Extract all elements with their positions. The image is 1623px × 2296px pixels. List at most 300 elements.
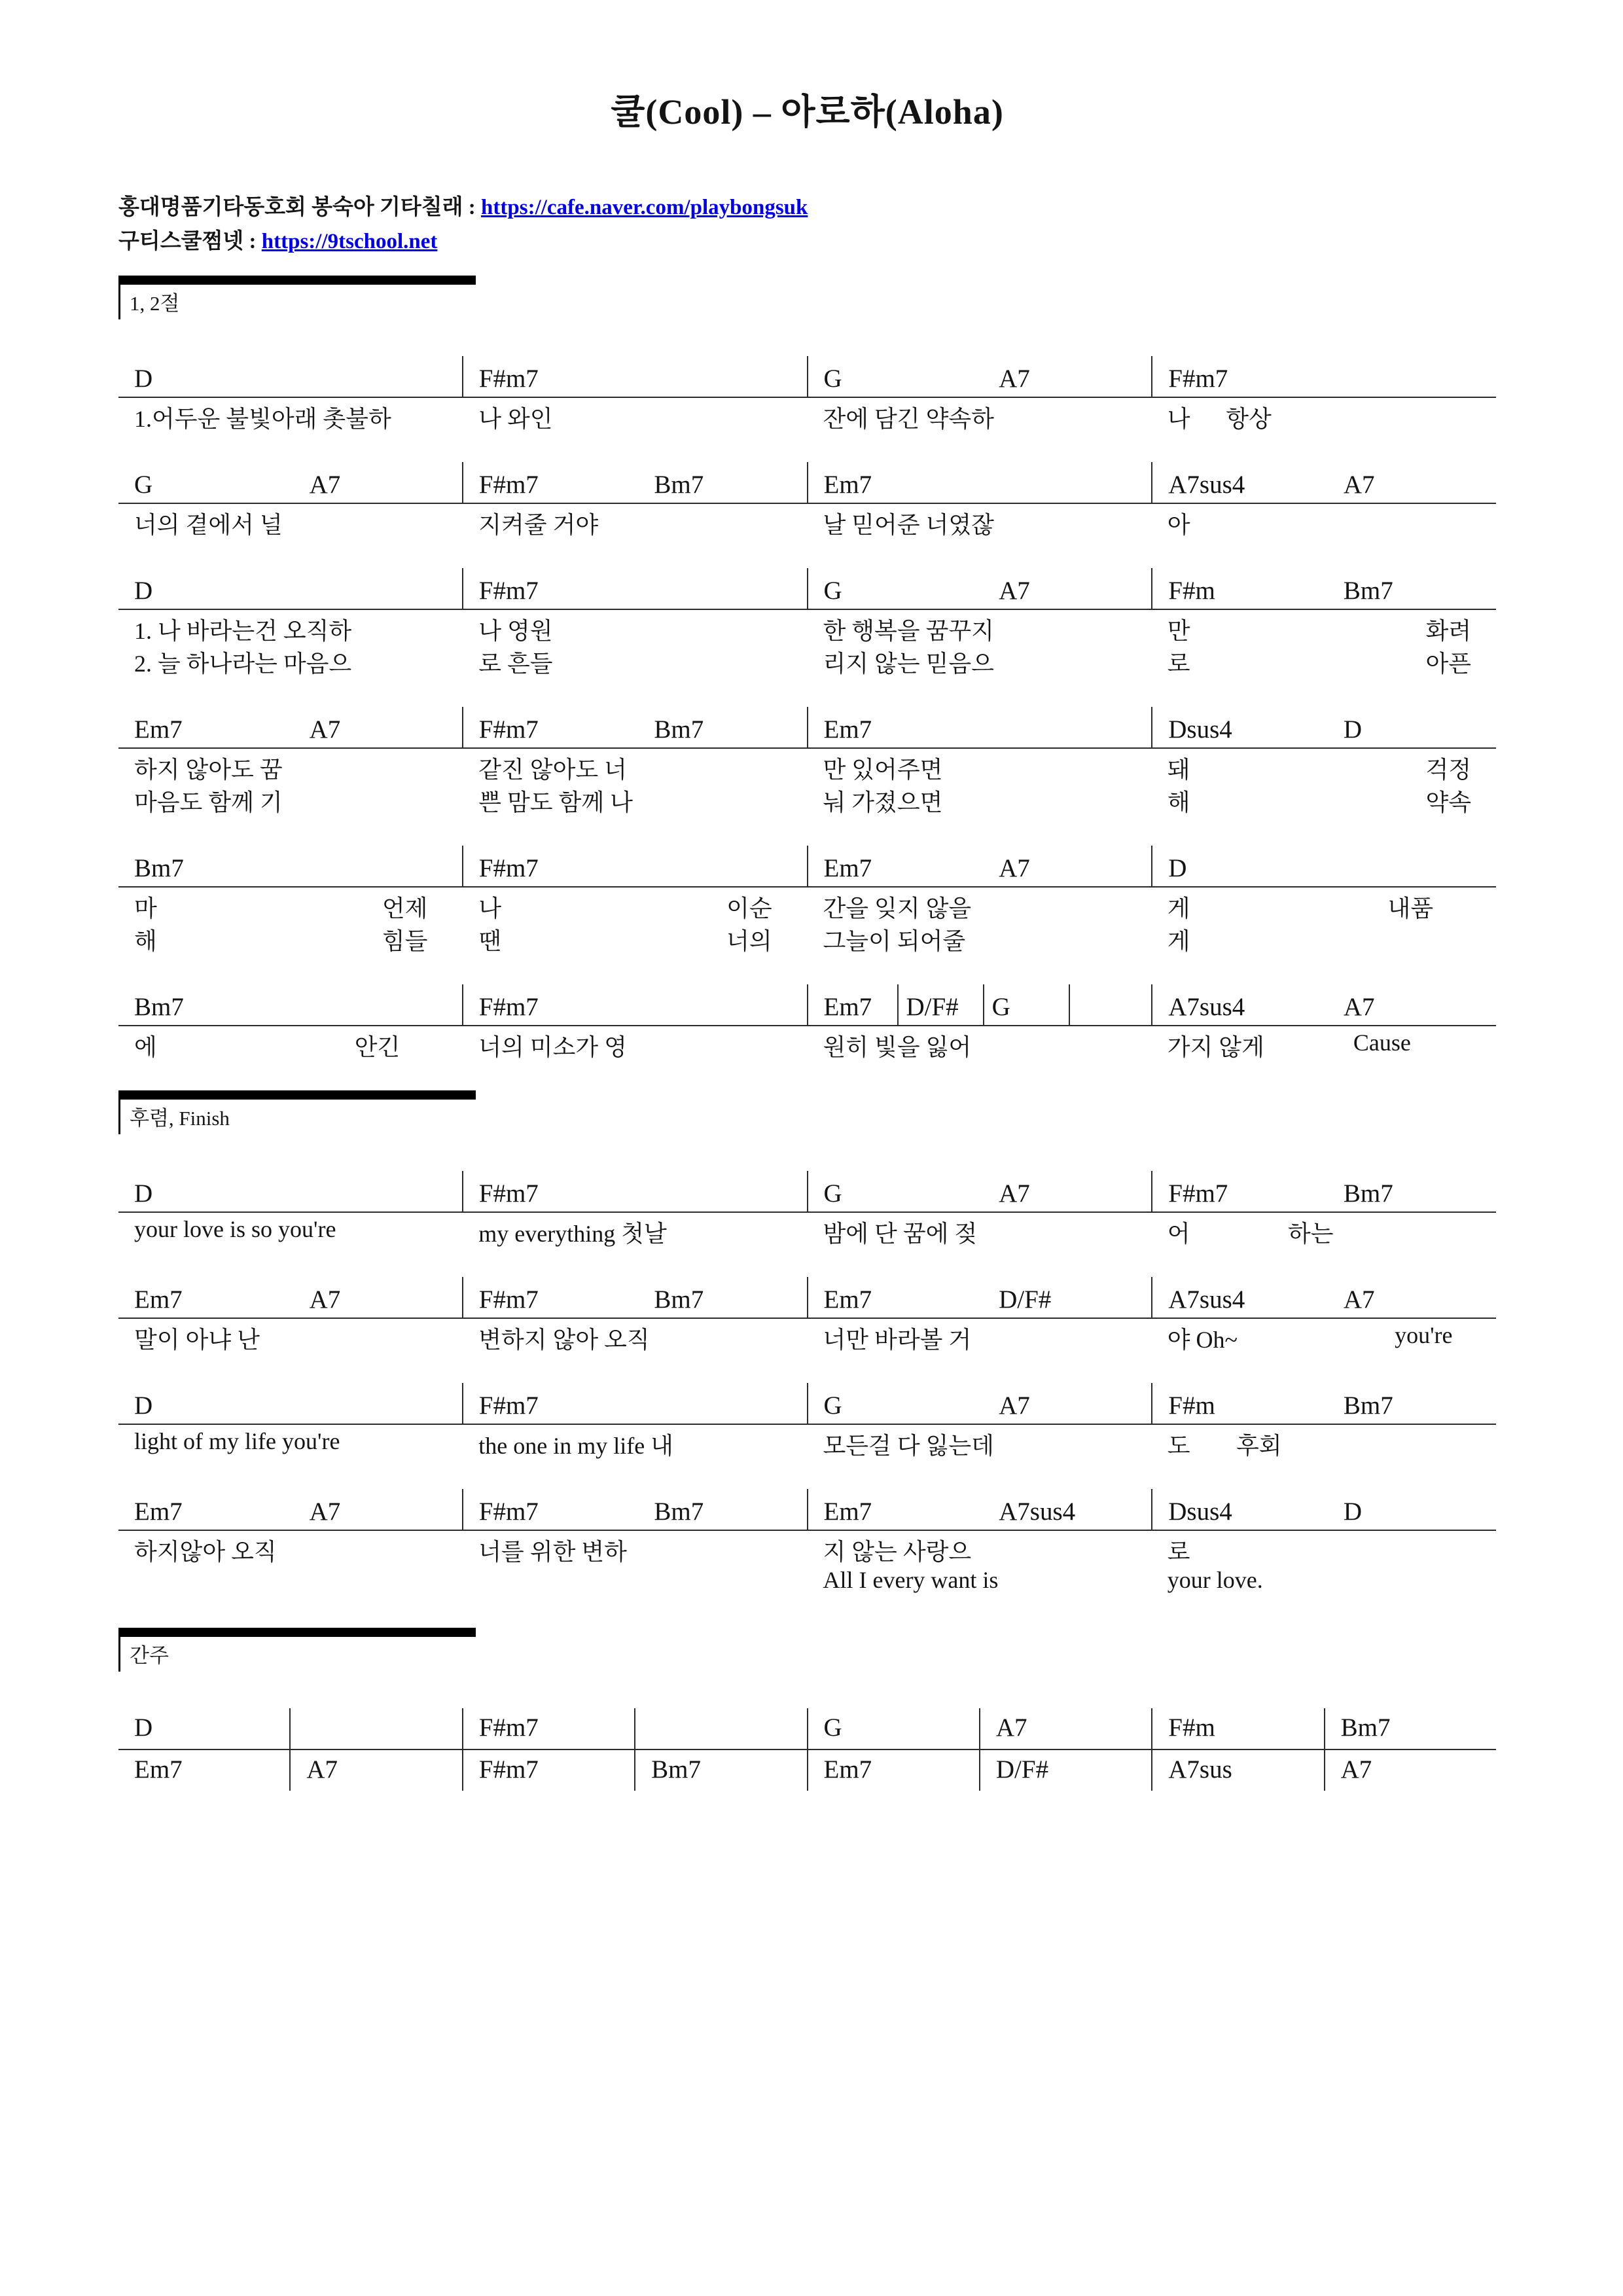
measure-lyrics — [1152, 610, 1496, 675]
interlude-cell — [807, 1750, 979, 1791]
chord: Bm7 — [654, 1285, 704, 1314]
chord: Em7 — [134, 715, 183, 744]
chord: A7 — [995, 1713, 1027, 1742]
chord: D/F# — [995, 1755, 1049, 1784]
lyric-text: 나 — [478, 895, 502, 922]
chord: F#m7 — [478, 1285, 539, 1314]
chord: D — [134, 1391, 153, 1420]
chord-line — [118, 1383, 1496, 1425]
lyric-area — [118, 1319, 1496, 1352]
chord: F#m — [1168, 577, 1215, 605]
measure-lyrics — [1152, 1531, 1496, 1596]
interlude-cell — [118, 1708, 289, 1749]
chord: A7 — [309, 471, 341, 499]
measure-lyrics — [808, 610, 1152, 675]
lyric-line — [808, 888, 1152, 920]
section — [118, 1090, 1496, 1596]
section — [118, 276, 1496, 1059]
measure-lyrics — [1152, 504, 1496, 537]
lyric-text: 나 와인 — [478, 406, 553, 432]
lyric-text: 잔에 담긴 약속하 — [823, 406, 994, 432]
lyric-line — [118, 1213, 463, 1246]
chord: D — [134, 577, 153, 605]
lyric-line — [463, 643, 807, 675]
lyric-text: 변하지 않아 오직 — [478, 1327, 650, 1353]
lyric-text: 모든걸 다 잃는데 — [823, 1433, 994, 1459]
measure-chords — [118, 1489, 462, 1530]
interlude-cell — [807, 1708, 979, 1749]
chord: A7 — [309, 1498, 341, 1526]
lyric-area — [118, 1026, 1496, 1059]
chord-line — [118, 1171, 1496, 1213]
lyric-text: 이순 — [726, 895, 772, 922]
lyric-text: 그늘이 되어줄 — [823, 928, 966, 954]
measure-lyrics — [808, 1319, 1152, 1352]
chord: Bm7 — [1340, 1713, 1391, 1742]
measure-chords — [462, 462, 807, 503]
lyric-text: 하는 — [1287, 1221, 1334, 1247]
lyric-text: 로 흔들 — [478, 651, 553, 677]
measure-chords — [807, 1277, 1152, 1318]
section-label — [118, 1090, 476, 1134]
measure-chords — [118, 984, 462, 1025]
lyric-line — [463, 888, 807, 920]
measure-lyrics — [1152, 1026, 1496, 1059]
lyric-line — [1152, 1026, 1496, 1059]
measure-lyrics — [463, 1425, 807, 1458]
chord: Dsus4 — [1168, 1498, 1232, 1526]
measure-chords — [462, 1171, 807, 1211]
chord: Em7 — [823, 1498, 872, 1526]
chord: Em7 — [823, 1285, 872, 1314]
measure-lyrics — [1152, 888, 1496, 953]
lyric-line — [808, 610, 1152, 643]
chord: A7sus4 — [1168, 993, 1245, 1021]
measure-chords — [1151, 707, 1496, 747]
lyric-text: 화려 — [1425, 618, 1471, 644]
chord: A7 — [999, 1179, 1030, 1208]
measure-chords — [1151, 356, 1496, 397]
measure-chords — [807, 984, 1152, 1025]
chord-line — [118, 1277, 1496, 1319]
chord: Em7 — [823, 1755, 872, 1784]
chord-line — [118, 568, 1496, 610]
chord: Bm7 — [1343, 1391, 1393, 1420]
header-block — [118, 190, 1496, 259]
chord: D — [134, 365, 153, 393]
measure-lyrics — [808, 749, 1152, 814]
chord: Em7 — [823, 715, 872, 744]
measure-bar — [897, 984, 899, 1025]
measure-chords — [1151, 1277, 1496, 1318]
chord-line — [118, 984, 1496, 1026]
lyric-line — [118, 920, 463, 953]
section — [118, 1628, 1496, 1791]
chord-row — [118, 984, 1496, 1059]
chord: F#m7 — [478, 993, 539, 1021]
chord: F#m7 — [478, 577, 539, 605]
lyric-text: Cause — [1353, 1030, 1411, 1056]
measure-lyrics — [118, 1425, 463, 1458]
measure-lyrics — [463, 749, 807, 814]
chord-row — [118, 568, 1496, 675]
measure-lyrics — [118, 504, 463, 537]
lyric-text: 야 Oh~ — [1167, 1327, 1238, 1353]
lyric-line — [1152, 749, 1496, 781]
chord: F#m7 — [478, 1713, 539, 1742]
lyric-line — [118, 1531, 463, 1564]
chord: F#m — [1168, 1713, 1215, 1742]
measure-lyrics — [118, 888, 463, 953]
chord: A7sus4 — [1168, 1285, 1245, 1314]
measure-chords — [118, 1277, 462, 1318]
lyric-area — [118, 398, 1496, 431]
interlude-cell — [634, 1708, 806, 1749]
lyric-text: 간을 잊지 않을 — [823, 895, 972, 922]
measure-lyrics — [463, 1319, 807, 1352]
chord-row — [118, 462, 1496, 537]
lyric-text: 너를 위한 변하 — [478, 1539, 627, 1565]
chord: D — [134, 1179, 153, 1208]
lyric-line — [808, 781, 1152, 814]
chord: F#m7 — [478, 1498, 539, 1526]
measure-lyrics — [463, 1213, 807, 1246]
lyric-text: 리지 않는 믿음으 — [823, 651, 994, 677]
measure-lyrics — [118, 1026, 463, 1059]
lyric-text: 마음도 함께 기 — [134, 789, 283, 816]
lyric-line — [808, 398, 1152, 431]
lyric-area — [118, 1531, 1496, 1596]
interlude-cell — [634, 1750, 806, 1791]
lyric-text: 하지않아 오직 — [134, 1539, 277, 1565]
measure-lyrics — [118, 1319, 463, 1352]
section-label-text: 간주 — [118, 1637, 177, 1672]
section-label — [118, 1628, 476, 1672]
measure-lyrics — [463, 398, 807, 431]
chord-row — [118, 1489, 1496, 1596]
measure-chords — [807, 462, 1152, 503]
chord: Em7 — [823, 993, 872, 1021]
chord-row — [118, 707, 1496, 814]
measure-lyrics — [808, 398, 1152, 431]
chord: G — [134, 471, 153, 499]
chord: A7 — [999, 577, 1030, 605]
interlude-cell — [1151, 1708, 1323, 1749]
lyric-line — [463, 781, 807, 814]
chord: A7 — [999, 365, 1030, 393]
lyric-line — [463, 504, 807, 537]
lyric-text: 너의 — [726, 928, 772, 954]
chord-line — [118, 356, 1496, 398]
lyric-line — [808, 643, 1152, 675]
chord: Dsus4 — [1168, 715, 1232, 744]
chord: A7 — [1343, 993, 1375, 1021]
measure-chords — [118, 1171, 462, 1211]
chord: F#m7 — [1168, 1179, 1228, 1208]
lyric-text: 해 — [134, 928, 157, 954]
chord: G — [823, 1179, 842, 1208]
measure-chords — [462, 356, 807, 397]
lyric-area — [118, 888, 1496, 953]
chord: G — [991, 993, 1010, 1021]
lyric-line — [118, 504, 463, 537]
chord: F#m7 — [478, 715, 539, 744]
lyric-line — [463, 1531, 807, 1564]
measure-chords — [462, 1383, 807, 1424]
chord: A7sus4 — [1168, 471, 1245, 499]
measure-lyrics — [808, 1213, 1152, 1246]
measure-chords — [462, 846, 807, 886]
measure-chords — [1151, 1171, 1496, 1211]
section-label-text: 후렴, Finish — [118, 1100, 238, 1134]
chord: A7 — [306, 1755, 338, 1784]
measure-chords — [1151, 846, 1496, 886]
lyric-text: the one in my life 내 — [478, 1433, 673, 1459]
lyric-text: 하지 않아도 꿈 — [134, 757, 283, 783]
interlude-cell — [289, 1750, 461, 1791]
chord: F#m — [1168, 1391, 1215, 1420]
interlude-cell — [1324, 1750, 1496, 1791]
lyric-line — [1152, 1531, 1496, 1564]
chord: Bm7 — [651, 1755, 701, 1784]
lyric-line — [808, 504, 1152, 537]
measure-lyrics — [463, 504, 807, 537]
chord-row — [118, 1383, 1496, 1458]
lyric-text: 너만 바라볼 거 — [823, 1327, 972, 1353]
lyric-text: 같진 않아도 너 — [478, 757, 627, 783]
lyric-line — [1152, 398, 1496, 431]
measure-lyrics — [808, 888, 1152, 953]
chord: Bm7 — [134, 854, 184, 882]
lyric-text: 한 행복을 꿈꾸지 — [823, 618, 994, 644]
measure-chords — [118, 846, 462, 886]
lyric-line — [118, 1026, 463, 1059]
lyric-line — [463, 610, 807, 643]
measure-lyrics — [1152, 1213, 1496, 1246]
lyric-text: 지켜줄 거야 — [478, 512, 599, 538]
header-line-club — [118, 190, 1496, 224]
lyric-text: 쁜 맘도 함께 나 — [478, 789, 633, 816]
chord: A7sus4 — [999, 1498, 1076, 1526]
lyric-line — [118, 749, 463, 781]
lyric-line — [1152, 1425, 1496, 1458]
lyric-line — [808, 1213, 1152, 1246]
lyric-area — [118, 749, 1496, 814]
measure-lyrics — [808, 1026, 1152, 1059]
measure-bar — [983, 984, 984, 1025]
lyric-text: 안긴 — [354, 1034, 401, 1060]
chord: F#m7 — [478, 1179, 539, 1208]
chord: Bm7 — [654, 1498, 704, 1526]
chord: D/F# — [906, 993, 959, 1021]
chord: D/F# — [999, 1285, 1052, 1314]
measure-lyrics — [118, 1213, 463, 1246]
lyric-line — [808, 749, 1152, 781]
lyric-line — [1152, 610, 1496, 643]
measure-chords — [807, 568, 1152, 609]
lyric-text: 땐 — [478, 928, 502, 954]
chord: D — [1168, 854, 1187, 882]
interlude-cell — [462, 1750, 634, 1791]
chord: G — [823, 1391, 842, 1420]
chord: Bm7 — [654, 471, 704, 499]
lyric-line — [118, 1425, 463, 1458]
measure-lyrics — [1152, 749, 1496, 814]
site-label: 구티스쿨쩜넷 : — [118, 230, 262, 253]
chord: F#m7 — [478, 1391, 539, 1420]
chord: A7 — [999, 1391, 1030, 1420]
lyric-line — [463, 1425, 807, 1458]
chord: A7sus — [1168, 1755, 1232, 1784]
measure-lyrics — [118, 398, 463, 431]
chord-line — [118, 707, 1496, 749]
chord-row — [118, 846, 1496, 953]
lyric-text: 힘들 — [382, 928, 428, 954]
measure-chords — [807, 1171, 1152, 1211]
measure-lyrics — [118, 610, 463, 675]
lyric-line — [118, 888, 463, 920]
lyric-area — [118, 1213, 1496, 1246]
chord: G — [823, 365, 842, 393]
measure-lyrics — [808, 1531, 1152, 1596]
measure-lyrics — [1152, 398, 1496, 431]
lyric-text: 게 — [1167, 895, 1190, 922]
lyric-text: you're — [1395, 1322, 1453, 1348]
lyric-text: 가지 않게 — [1167, 1034, 1264, 1060]
lyric-text: 해 — [1167, 789, 1190, 816]
club-label: 홍대명품기타동호회 봉숙아 기타칠래 : — [118, 196, 482, 219]
lyric-line — [1152, 504, 1496, 537]
lyric-line — [463, 1213, 807, 1246]
lyric-text: 날 믿어준 너였잖 — [823, 512, 994, 538]
cafe-link[interactable]: https://cafe.naver.com/playbongsuk — [481, 196, 808, 219]
lyric-text: 밤에 단 꿈에 젖 — [823, 1221, 978, 1247]
interlude-cell — [1324, 1708, 1496, 1749]
lyric-text: 로 — [1167, 1539, 1190, 1565]
lyric-line — [1152, 643, 1496, 675]
measure-chords — [1151, 1489, 1496, 1530]
lyric-line — [463, 398, 807, 431]
measure-chords — [462, 1277, 807, 1318]
lyric-text: 내품 — [1387, 895, 1434, 922]
lyric-area — [118, 1425, 1496, 1458]
lyric-text: 아 — [1167, 512, 1190, 538]
lyric-line — [118, 643, 463, 675]
lyric-text: 마 — [134, 895, 157, 922]
lyric-text: 2. 늘 하나라는 마음으 — [134, 651, 352, 677]
lyric-text: 원히 빛을 잃어 — [823, 1034, 972, 1060]
chord: D — [134, 1713, 153, 1742]
school-link[interactable]: https://9tschool.net — [261, 230, 438, 253]
measure-lyrics — [808, 504, 1152, 537]
chord: A7 — [1343, 1285, 1375, 1314]
lyric-line — [1152, 1213, 1496, 1246]
chord: D — [1343, 1498, 1363, 1526]
lyric-text: 에 — [134, 1034, 157, 1060]
lyric-text: 로 — [1167, 651, 1190, 677]
lyric-text: 너의 미소가 영 — [478, 1034, 627, 1060]
measure-chords — [807, 707, 1152, 747]
measure-chords — [118, 1383, 462, 1424]
chord: F#m7 — [478, 471, 539, 499]
lyric-text: 말이 아냐 난 — [134, 1327, 260, 1353]
lyric-line — [808, 1531, 1152, 1564]
measure-chords — [807, 1489, 1152, 1530]
chord-line — [118, 846, 1496, 888]
lyric-text: 나 영원 — [478, 618, 553, 644]
measure-chords — [118, 707, 462, 747]
chord: D — [1343, 715, 1363, 744]
chord: A7 — [309, 715, 341, 744]
lyric-line — [1152, 1564, 1496, 1596]
lyric-line — [463, 920, 807, 953]
lyric-text: All I every want is — [823, 1567, 999, 1593]
lyric-text: 만 있어주면 — [823, 757, 943, 783]
chord-line — [118, 462, 1496, 504]
section-label — [118, 276, 476, 319]
score — [118, 276, 1496, 1791]
chord-row — [118, 1171, 1496, 1246]
lyric-text: 눠 가졌으면 — [823, 789, 943, 816]
interlude-cell — [979, 1750, 1151, 1791]
lyric-line — [1152, 920, 1496, 953]
song-title: 쿨(Cool) – 아로하(Aloha) — [611, 92, 1004, 132]
measure-chords — [462, 707, 807, 747]
lyric-text: 아픈 — [1425, 651, 1471, 677]
interlude-cell — [462, 1708, 634, 1749]
lyric-text: my everything 첫날 — [478, 1221, 667, 1247]
lyric-text: 돼 — [1167, 757, 1190, 783]
measure-chords — [807, 356, 1152, 397]
chord-row — [118, 356, 1496, 431]
lyric-line — [808, 1026, 1152, 1059]
interlude-cell — [979, 1708, 1151, 1749]
lyric-text: 도 — [1167, 1433, 1190, 1459]
lyric-line — [118, 398, 463, 431]
measure-chords — [807, 1383, 1152, 1424]
measure-lyrics — [1152, 1425, 1496, 1458]
lyric-line — [1152, 888, 1496, 920]
lyric-line — [808, 920, 1152, 953]
measure-lyrics — [463, 610, 807, 675]
chord: F#m7 — [1168, 365, 1228, 393]
lyric-text: 걱정 — [1425, 757, 1471, 783]
lyric-line — [1152, 1319, 1496, 1352]
lyric-line — [463, 749, 807, 781]
lyric-line — [808, 1319, 1152, 1352]
header-line-site — [118, 224, 1496, 259]
lyric-line — [808, 1564, 1152, 1596]
lyric-text: 항상 — [1226, 406, 1272, 432]
interlude-line — [118, 1750, 1496, 1791]
lyric-text: 후회 — [1236, 1433, 1282, 1459]
lyric-text: 게 — [1167, 928, 1190, 954]
measure-bar — [1069, 984, 1070, 1025]
measure-chords — [1151, 1383, 1496, 1424]
lyric-line — [463, 1026, 807, 1059]
chord: A7 — [1340, 1755, 1372, 1784]
measure-lyrics — [1152, 1319, 1496, 1352]
measure-chords — [462, 1489, 807, 1530]
measure-lyrics — [463, 1026, 807, 1059]
lyric-line — [1152, 781, 1496, 814]
lyric-text: light of my life you're — [134, 1428, 340, 1454]
measure-lyrics — [808, 1425, 1152, 1458]
chord-row — [118, 1277, 1496, 1352]
lyric-line — [118, 610, 463, 643]
chord: F#m7 — [478, 1755, 539, 1784]
measure-chords — [807, 846, 1152, 886]
